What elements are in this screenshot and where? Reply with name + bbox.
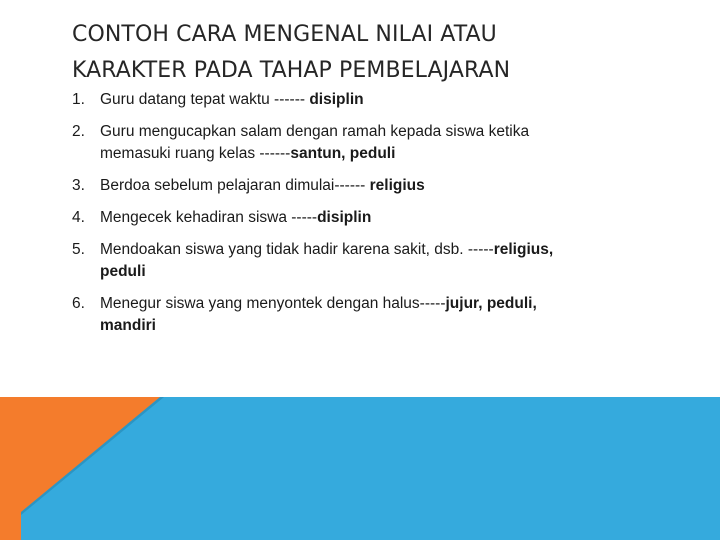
list-item-text: memasuki ruang kelas ------ [100, 145, 291, 162]
list-item-keyword: disiplin [317, 209, 372, 226]
list-item-text: Guru mengucapkan salam dengan ramah kepada siswa ketika [100, 123, 530, 140]
list-item-line [100, 293, 652, 315]
list-item-keyword: religius, [493, 241, 554, 258]
list-item-number: 3. [72, 177, 85, 194]
list-item-text: Mengecek kehadiran siswa ----- [100, 209, 318, 226]
decorative-footer-band [0, 397, 720, 540]
list-item-line [100, 207, 652, 229]
list-item-text: Menegur siswa yang menyontek dengan halus----- [100, 295, 446, 312]
list-item-line [100, 89, 652, 111]
list-item-number: 1. [72, 91, 85, 108]
list-item-number: 4. [72, 209, 85, 226]
list-item-6 [72, 293, 652, 337]
list-item-text: Mendoakan siswa yang tidak hadir karena sakit, dsb. ----- [100, 241, 494, 258]
list-item-line [100, 239, 652, 261]
list-item-number: 2. [72, 123, 85, 140]
list-item-line [100, 175, 652, 197]
list-item-4 [72, 207, 652, 229]
list-item-keyword: jujur, peduli, [445, 295, 537, 312]
slide-title [72, 17, 672, 89]
list-item-keyword: disiplin [309, 91, 364, 108]
list-item-line [100, 261, 652, 283]
list-item-line [100, 315, 652, 337]
list-item-2 [72, 121, 652, 165]
list-item-keyword: mandiri [100, 317, 156, 334]
list-item-text: Guru datang tepat waktu ------ [100, 91, 310, 108]
list-item-3 [72, 175, 652, 197]
list-item-keyword: peduli [100, 263, 146, 280]
content-list [72, 89, 652, 347]
list-item-number: 5. [72, 241, 85, 258]
list-item-number: 6. [72, 295, 85, 312]
list-item-keyword: religius [369, 177, 425, 194]
list-item-line [100, 143, 652, 165]
footer-band-graphic [0, 397, 720, 540]
slide-title-line-2: KARAKTER PADA TAHAP PEMBELAJARAN [72, 58, 511, 83]
list-item-5 [72, 239, 652, 283]
slide-title-line-1: CONTOH CARA MENGENAL NILAI ATAU [72, 22, 497, 47]
list-item-keyword: santun, peduli [290, 145, 396, 162]
list-item-line [100, 121, 652, 143]
list-item-1 [72, 89, 652, 111]
list-item-text: Berdoa sebelum pelajaran dimulai------ [100, 177, 370, 194]
